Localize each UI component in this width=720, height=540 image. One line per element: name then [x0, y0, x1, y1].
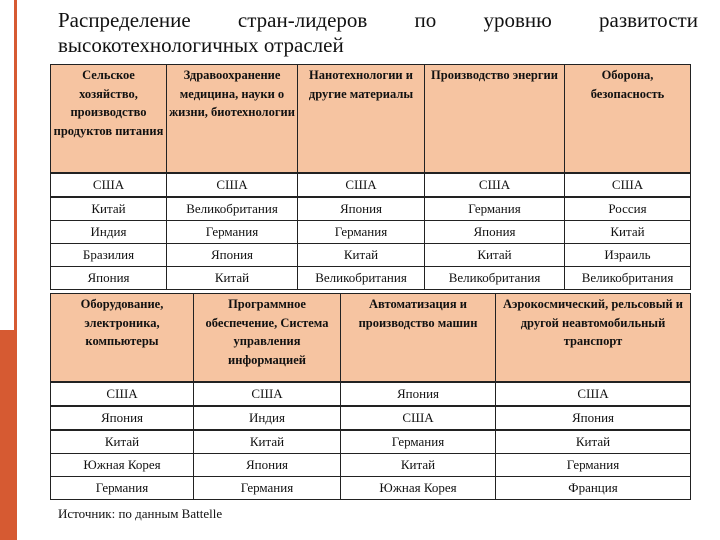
title-word: стран-лидеров	[237, 8, 368, 32]
title-word: Распределение	[58, 8, 191, 32]
table-cell: Япония	[51, 266, 167, 289]
column-header: Нанотехнологии и другие материалы	[298, 65, 425, 173]
column-header: Сельское хозяйство, производство продуктов питания	[51, 65, 167, 173]
table-cell: Китай	[298, 243, 425, 266]
table-cell: Япония	[496, 406, 691, 430]
table-cell: Япония	[341, 382, 496, 406]
table-row	[51, 243, 691, 266]
column-header: Аэрокосмический, рельсовый и другой неавтомобильный транспорт	[496, 294, 691, 382]
column-header: Оборона, безопасность	[565, 65, 691, 173]
table-cell: США	[51, 173, 167, 197]
table-row	[51, 266, 691, 289]
table-cell: Южная Корея	[341, 476, 496, 499]
table-cell: Китай	[565, 220, 691, 243]
title-word: по	[414, 8, 437, 32]
table-cell: США	[425, 173, 565, 197]
table-cell: США	[565, 173, 691, 197]
table-cell: Китай	[51, 430, 194, 454]
table-cell: Китай	[341, 453, 496, 476]
table-cell: Япония	[167, 243, 298, 266]
column-header: Здравоохранение медицина, науки о жизни, биотехнологии	[167, 65, 298, 173]
table-row	[51, 406, 691, 430]
table-header-row	[51, 294, 691, 382]
source-note: Источник: по данным Battelle	[58, 506, 223, 521]
table-cell: Германия	[298, 220, 425, 243]
table-cell: Германия	[167, 220, 298, 243]
table-cell: Великобритания	[565, 266, 691, 289]
table-cell: Израиль	[565, 243, 691, 266]
table-row	[51, 382, 691, 406]
table-cell: США	[51, 382, 194, 406]
table-row	[51, 173, 691, 197]
title-line-1	[58, 8, 698, 33]
table-cell: Япония	[298, 197, 425, 221]
table-cell: Германия	[425, 197, 565, 221]
leaders-table-1	[50, 64, 691, 290]
table-cell: США	[194, 382, 341, 406]
leaders-table-2	[50, 293, 691, 500]
table-cell: Индия	[51, 220, 167, 243]
table-cell: Китай	[425, 243, 565, 266]
title-word: уровню	[483, 8, 552, 32]
table-row	[51, 220, 691, 243]
side-accent-bar	[0, 0, 17, 540]
table-cell: Великобритания	[425, 266, 565, 289]
table-cell: Индия	[194, 406, 341, 430]
table-cell: Великобритания	[167, 197, 298, 221]
title-line-2: высокотехнологичных отраслей	[58, 33, 344, 57]
side-accent-block	[0, 330, 14, 540]
table-cell: Франция	[496, 476, 691, 499]
table-cell: США	[298, 173, 425, 197]
table-row	[51, 197, 691, 221]
column-header: Автоматизация и производство машин	[341, 294, 496, 382]
table-cell: Китай	[496, 430, 691, 454]
table-cell: Великобритания	[298, 266, 425, 289]
table-cell: Германия	[51, 476, 194, 499]
table-cell: Китай	[194, 430, 341, 454]
table-cell: Россия	[565, 197, 691, 221]
column-header: Программное обеспечение, Система управления информацией	[194, 294, 341, 382]
title-word: развитости	[599, 8, 698, 32]
table-cell: США	[496, 382, 691, 406]
table-cell: Япония	[194, 453, 341, 476]
table-cell: Германия	[496, 453, 691, 476]
column-header: Оборудование, электроника, компьютеры	[51, 294, 194, 382]
table-cell: США	[167, 173, 298, 197]
table-cell: Китай	[167, 266, 298, 289]
column-header: Производство энергии	[425, 65, 565, 173]
table-cell: Япония	[51, 406, 194, 430]
table-cell: США	[341, 406, 496, 430]
table-cell: Бразилия	[51, 243, 167, 266]
table-row	[51, 476, 691, 499]
table-row	[51, 453, 691, 476]
table-cell: Япония	[425, 220, 565, 243]
table-cell: Германия	[194, 476, 341, 499]
table-row	[51, 430, 691, 454]
table-cell: Южная Корея	[51, 453, 194, 476]
table-header-row	[51, 65, 691, 173]
table-cell: Германия	[341, 430, 496, 454]
slide-title	[58, 8, 698, 58]
table-cell: Китай	[51, 197, 167, 221]
